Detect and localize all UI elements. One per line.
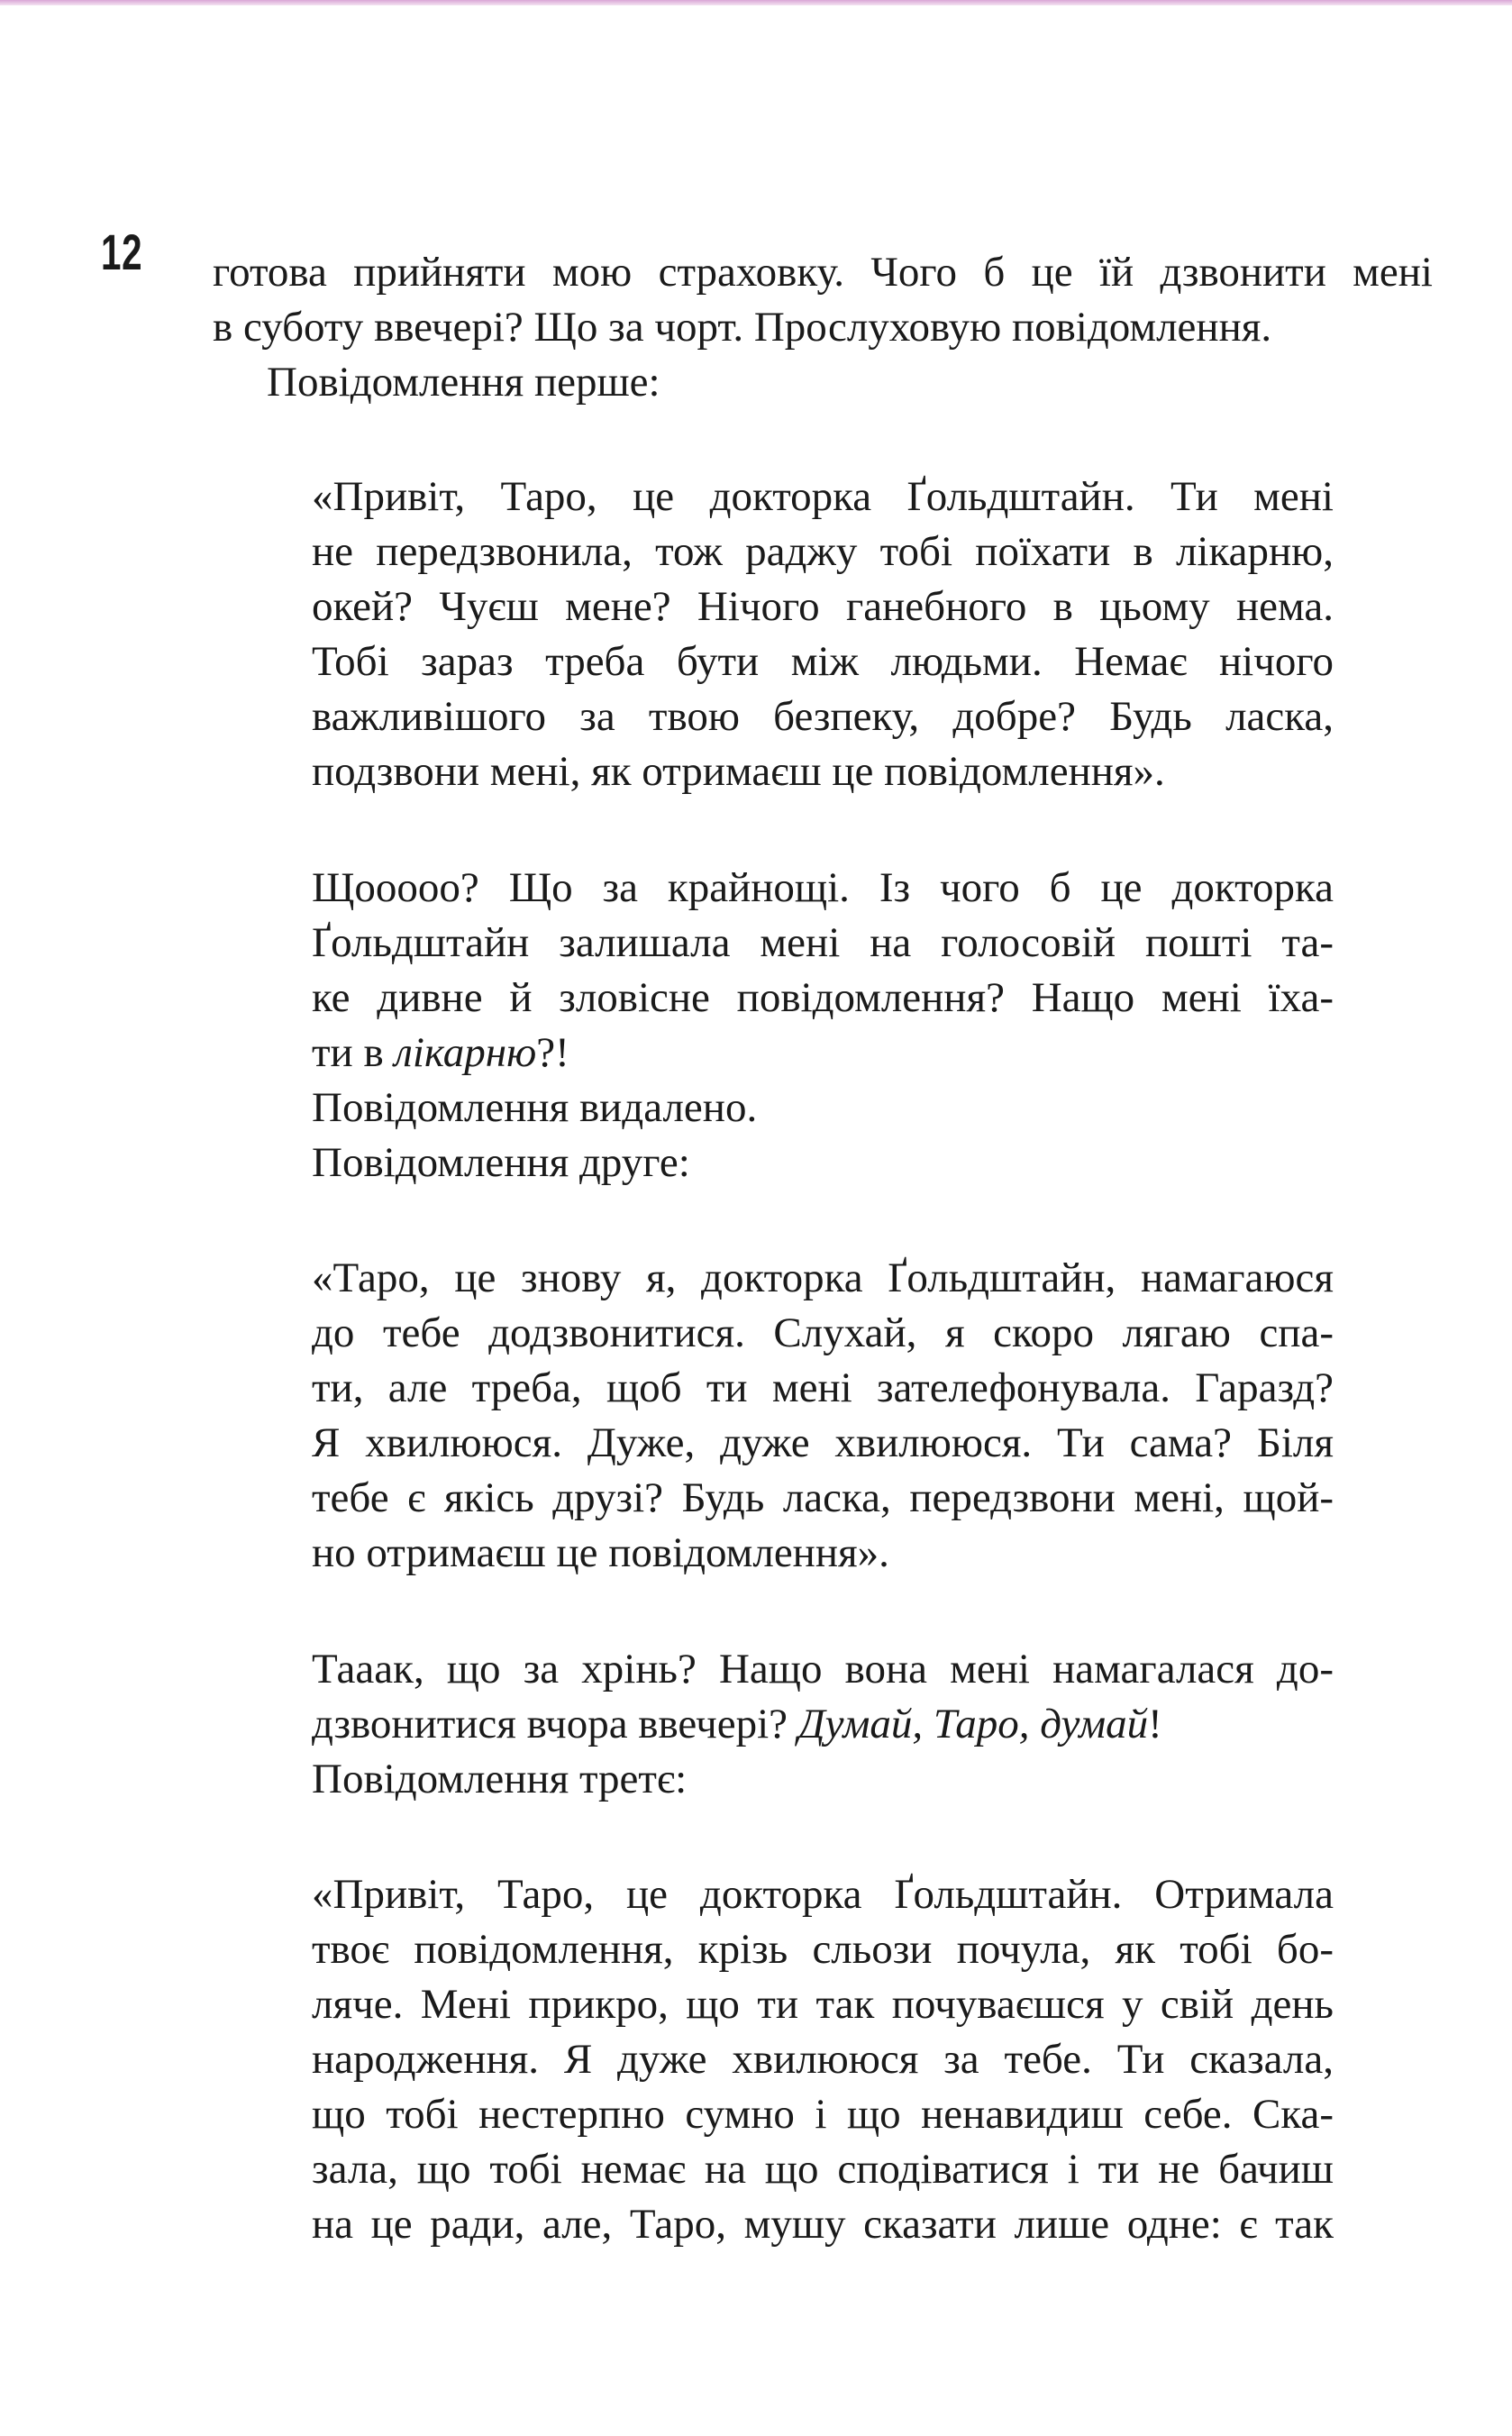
quote-line: «Таро, це знову я, докторка Ґольдштайн, намагаюся [312, 1254, 1334, 1301]
quote-line: но отримаєш це повідомлення». [312, 1529, 889, 1576]
text-line: Повідомлення третє: [312, 1756, 688, 1802]
quote-line: тебе є якісь друзі? Будь ласка, передзвони мені, щой- [312, 1474, 1334, 1521]
quote-line: «Привіт, Таро, це докторка Ґольдштайн. Отримала [312, 1871, 1334, 1918]
quote-line: на це ради, але, Таро, мушу сказати лише одне: є так [312, 2201, 1334, 2248]
text-line: Повідомлення перше: [267, 359, 660, 406]
text-line: Щооооо? Що за крайнощі. Із чого б це докторка [312, 864, 1334, 911]
quote-line: до тебе додзвонитися. Слухай, я скоро лягаю спа- [312, 1309, 1334, 1356]
quote-line: ляче. Мені прикро, що ти так почуваєшся у свій день [312, 1981, 1334, 2028]
page-number: 12 [101, 224, 143, 280]
quote-line: «Привіт, Таро, це докторка Ґольдштайн. Ти мені [312, 473, 1334, 520]
quote-line: важливішого за твою безпеку, добре? Будь ласка, [312, 693, 1334, 740]
quote-line: Я хвилююся. Дуже, дуже хвилююся. Ти сама? Біля [312, 1419, 1334, 1466]
emphasis-text: Думай, Таро, думай [797, 1701, 1149, 1747]
emphasis-text: лікарню [394, 1029, 537, 1076]
quote-line: що тобі нестерпно сумно і що ненавидиш себе. Ска- [312, 2091, 1334, 2138]
quote-line: народження. Я дуже хвилююся за тебе. Ти сказала, [312, 2036, 1334, 2083]
text-line: Ґольдштайн залишала мені на голосовій пошті та- [312, 919, 1334, 966]
quote-line: не передзвонила, тож раджу тобі поїхати в лікарню, [312, 528, 1334, 575]
quote-line: ти, але треба, щоб ти мені зателефонувала. Гаразд? [312, 1364, 1334, 1411]
text-line: Повідомлення друге: [312, 1139, 690, 1186]
quote-line: подзвони мені, як отримаєш це повідомлення». [312, 748, 1165, 795]
quote-line: твоє повідомлення, крізь сльози почула, як тобі бо- [312, 1926, 1334, 1973]
text-line: в суботу ввечері? Що за чорт. Прослуховую повідомлення. [213, 304, 1272, 351]
quote-line: Тобі зараз треба бути між людьми. Немає нічого [312, 638, 1334, 685]
quote-line: зала, що тобі немає на що сподіватися і ти не бачиш [312, 2146, 1334, 2193]
quote-line: окей? Чуєш мене? Нічого ганебного в цьому нема. [312, 583, 1334, 630]
text-line: ке дивне й зловісне повідомлення? Нащо мені їха- [312, 974, 1334, 1021]
page-top-edge [0, 0, 1512, 5]
text-line: ти в лікарню?! [312, 1029, 569, 1076]
text-line: дзвонитися вчора ввечері? Думай, Таро, думай! [312, 1701, 1162, 1747]
text-line: Повідомлення видалено. [312, 1084, 758, 1131]
text-line: Тааак, що за хрінь? Нащо вона мені намагалася до- [312, 1646, 1334, 1692]
text-line: готова прийняти мою страховку. Чого б це їй дзвонити мені [213, 249, 1433, 296]
